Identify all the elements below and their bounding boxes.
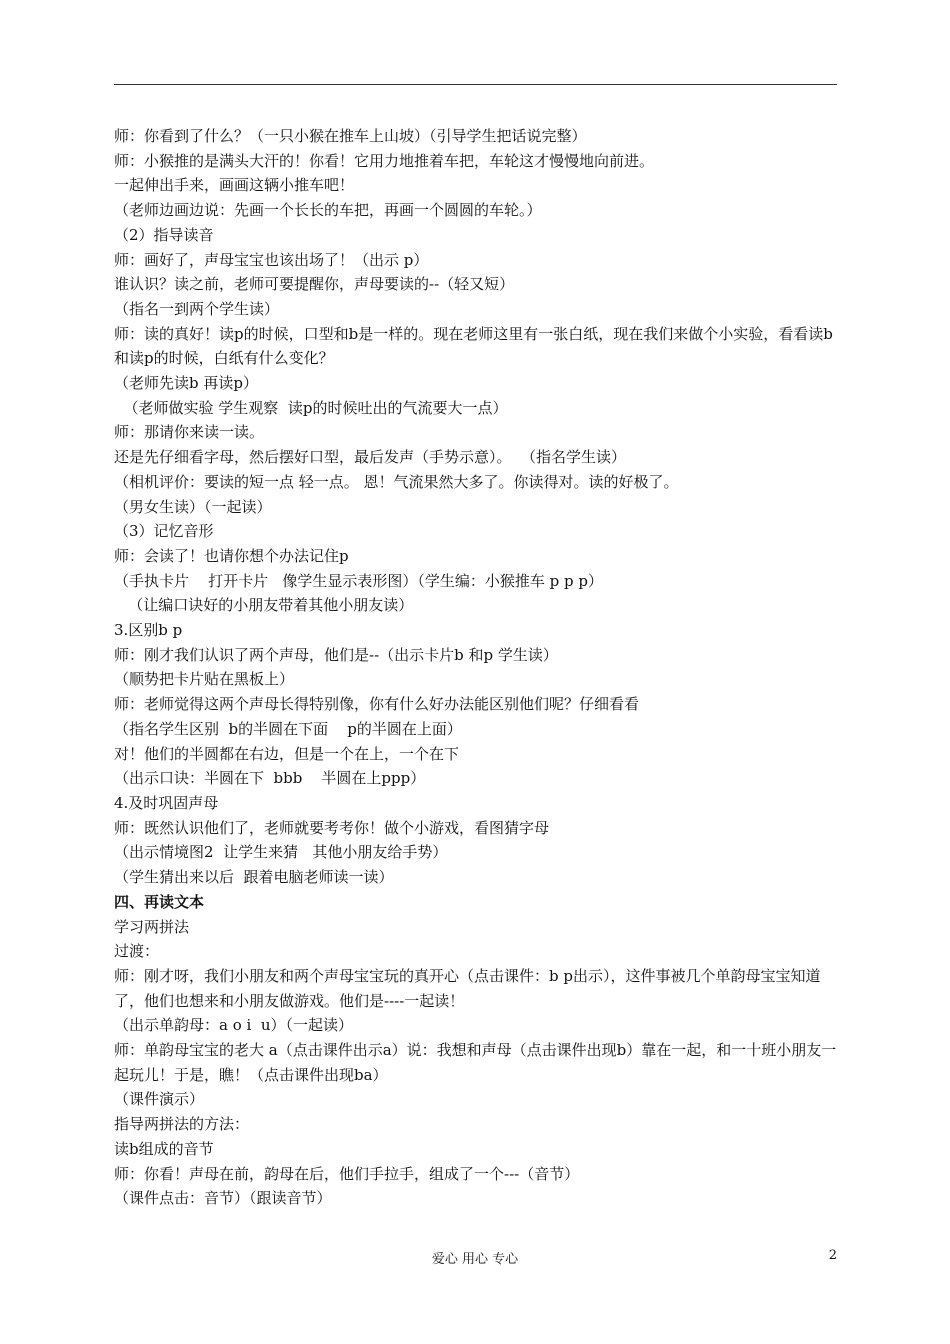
text-line: （2）指导读音 — [114, 225, 214, 244]
text-line: 读b组成的音节 — [114, 1139, 214, 1158]
header-rule — [114, 84, 837, 85]
text-line: 对！他们的半圆都在右边，但是一个在上，一个在下 — [114, 744, 460, 763]
text-line: 师：刚才我们认识了两个声母，他们是--（出示卡片b 和p 学生读） — [114, 645, 558, 664]
text-line: 3.区别b p — [114, 621, 183, 640]
text-line: （课件演示） — [114, 1090, 205, 1109]
text-line: 师：既然认识他们了，老师就要考考你！做个小游戏，看图猜字母 — [114, 818, 550, 837]
section-heading: 四、再读文本 — [114, 892, 205, 911]
footer-motto: 爱心 用心 专心 — [431, 1252, 519, 1267]
text-line: （老师先读b 再读p） — [114, 374, 258, 393]
text-line: 师：你看到了什么？（一只小猴在推车上山坡）（引导学生把话说完整） — [114, 127, 587, 145]
text-line: 指导两拼法的方法： — [114, 1115, 250, 1134]
text-line: （老师做实验 学生观察 读p的时候吐出的气流要大一点） — [114, 398, 508, 417]
text-line: （让编口诀好的小朋友带着其他小朋友读） — [114, 596, 414, 615]
text-line: 师：刚才呀，我们小朋友和两个声母宝宝玩的真开心（点击课件：b p出示），这件事被几个单韵母宝宝知道了，他们也想来和小朋友做游戏。他们是----一起读！ — [114, 966, 821, 1010]
text-line: 过渡： — [114, 942, 160, 961]
text-line: （出示口诀：半圆在下 bbb 半圆在上ppp） — [114, 769, 426, 788]
text-line: 4.及时巩固声母 — [114, 793, 219, 812]
text-line: 一起伸出手来，画画这辆小推车吧！ — [114, 176, 355, 195]
text-line: （学生猜出来以后 跟着电脑老师读一读） — [114, 868, 394, 887]
text-line: 还是先仔细看字母，然后摆好口型，最后发声（手势示意）。 （指名学生读） — [114, 448, 627, 467]
text-line: （指名一到两个学生读） — [114, 299, 280, 318]
text-line: 师：画好了，声母宝宝也该出场了！（出示 p） — [114, 250, 429, 269]
text-line: 师：小猴推的是满头大汗的！你看！它用力地推着车把，车轮这才慢慢地向前进。 — [114, 151, 655, 170]
text-line: （手执卡片 打开卡片 像学生显示表形图）（学生编：小猴推车 p p p） — [114, 571, 603, 590]
text-line: （出示情境图2 让学生来猜 其他小朋友给手势） — [114, 843, 448, 862]
text-line: 师：会读了！也请你想个办法记住p — [114, 546, 349, 565]
text-line: 师：你看！声母在前，韵母在后，他们手拉手，组成了一个---（音节） — [114, 1164, 580, 1183]
text-line: （顺势把卡片贴在黑板上） — [114, 670, 295, 689]
text-line: （指名学生区别 b的半圆在下面 p的半圆在上面） — [114, 719, 462, 738]
text-line: （相机评价：要读的短一点 轻一点。 恩！气流果然大多了。你读得对。读的好极了。 — [114, 472, 679, 491]
text-line: （老师边画边说：先画一个长长的车把，再画一个圆圆的车轮。） — [114, 201, 542, 220]
text-line: 谁认识？读之前，老师可要提醒你，声母要读的--（轻又短） — [114, 275, 515, 294]
text-line: （出示单韵母：a o i u）（一起读） — [114, 1016, 354, 1035]
document-body — [114, 124, 838, 1211]
text-line: 师：读的真好！读p的时候，口型和b是一样的。现在老师这里有一张白纸，现在我们来做个小实验，看看读b和读p的时候，白纸有什么变化？ — [114, 324, 833, 368]
text-line: 师：单韵母宝宝的老大 a（点击课件出示a）说：我想和声母（点击课件出现b）靠在一起，和一十班小朋友一起玩儿！于是，瞧！（点击课件出现ba） — [114, 1041, 837, 1084]
text-line: 师：那请你来读一读。 — [114, 423, 265, 442]
text-line: 学习两拼法 — [114, 917, 190, 936]
text-line: （课件点击：音节）（跟读音节） — [114, 1189, 332, 1208]
text-line: 师：老师觉得这两个声母长得特别像，你有什么好办法能区别他们呢？仔细看看 — [114, 695, 640, 714]
text-line: （3）记忆音形 — [114, 522, 214, 541]
text-line: （男女生读）（一起读） — [114, 497, 272, 516]
page-number: 2 — [828, 1248, 837, 1263]
